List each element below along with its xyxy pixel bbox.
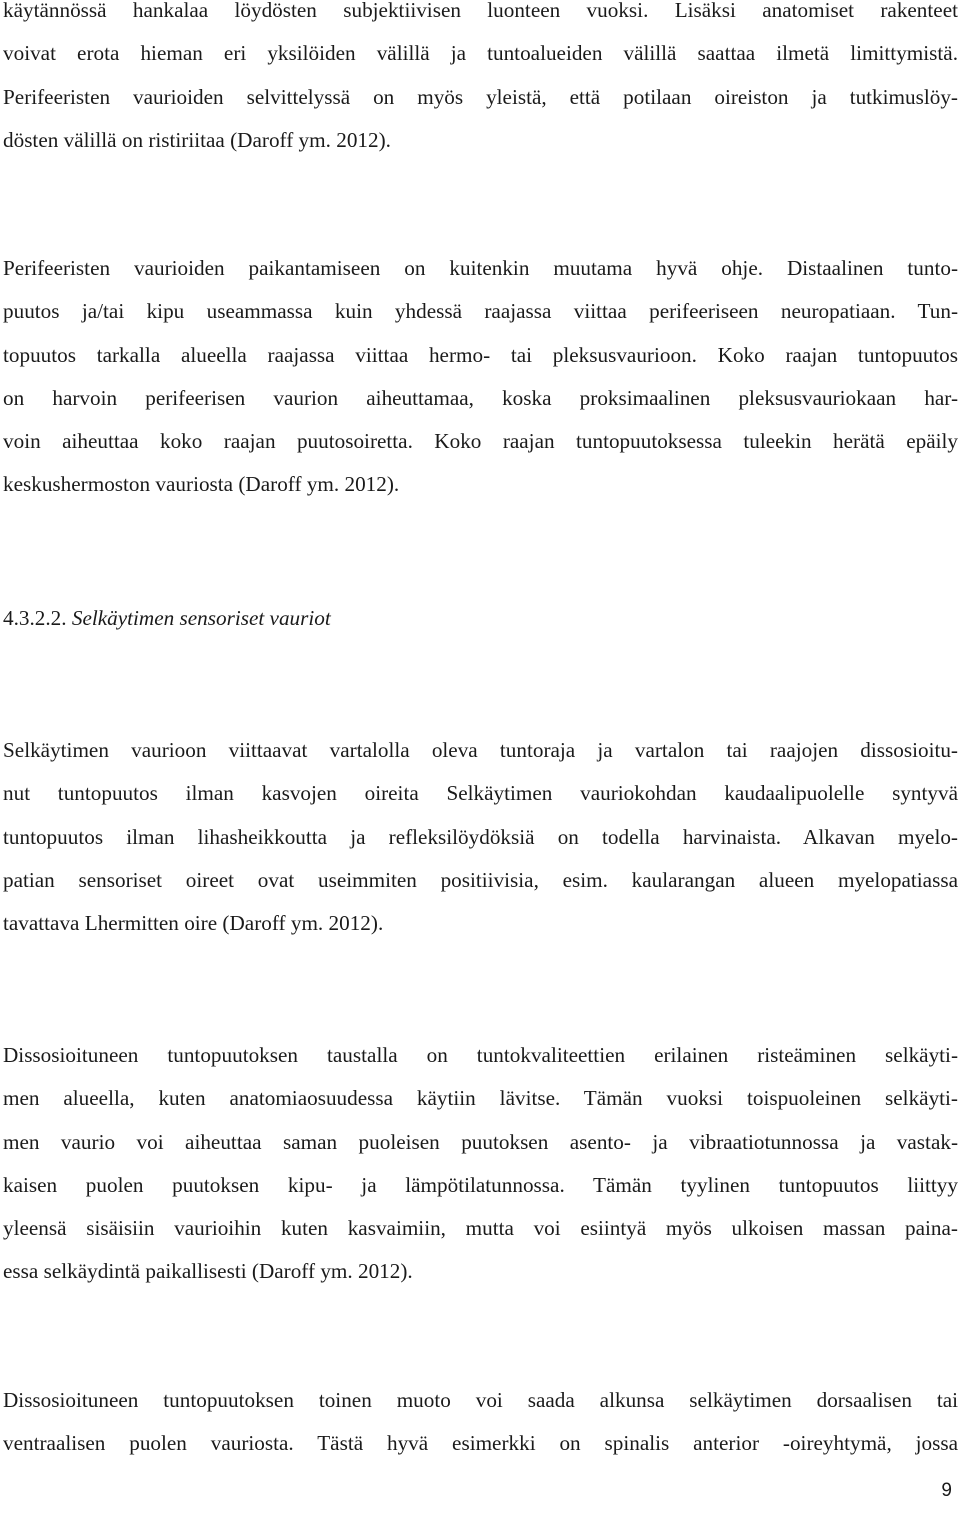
text-line: voivat erota hieman eri yksilöiden välillä ja tuntoalueiden välillä saattaa ilmetä limittymistä. (3, 41, 958, 66)
paragraph-5 (3, 1379, 958, 1466)
text-line: yleensä sisäisiin vaurioihin kuten kasvaimiin, mutta voi esiintyä myös ulkoisen massan paina- (3, 1216, 958, 1241)
text-line: Dissosioituneen tuntopuutoksen toinen muoto voi saada alkunsa selkäytimen dorsaalisen tai (3, 1388, 958, 1412)
paragraph-4 (3, 1034, 958, 1294)
text-line: Selkäytimen vaurioon viittaavat vartalolla oleva tuntoraja ja vartalon tai raajojen dissosioitu- (3, 738, 958, 762)
text-line: Dissosioituneen tuntopuutoksen taustalla on tuntokvaliteettien erilainen risteäminen selkäyti- (3, 1043, 958, 1067)
paragraph-1 (3, 0, 958, 162)
text-line: keskushermoston vauriosta (Daroff ym. 2012). (3, 472, 400, 497)
section-title: Selkäytimen sensoriset vauriot (71, 606, 331, 630)
paragraph-3 (3, 729, 958, 945)
text-line: men vaurio voi aiheuttaa saman puoleisen puutoksen asento- ja vibraatiotunnossa ja vastak- (3, 1129, 958, 1154)
text-line: dösten välillä on ristiriitaa (Daroff ym. 2012). (3, 127, 391, 152)
paragraph-2 (3, 247, 958, 507)
text-line: puutos ja/tai kipu useammassa kuin yhdessä raajassa viittaa perifeeriseen neuropatiaan. Tun- (3, 299, 958, 324)
text-line: patian sensoriset oireet ovat useimmiten positiivisia, esim. kaularangan alueen myelopatiassa (3, 867, 958, 892)
text-line: voin aiheuttaa koko raajan puutosoiretta. Koko raajan tuntopuutoksessa tuleekin herätä epäily (3, 429, 958, 454)
page-number: 9 (941, 1480, 952, 1501)
text-line: tuntopuutos ilman lihasheikkoutta ja refleksilöydöksiä on todella harvinaista. Alkavan myelo- (3, 824, 958, 849)
text-line: essa selkäydintä paikallisesti (Daroff ym. 2012). (3, 1259, 413, 1284)
text-line: Perifeeristen vaurioiden selvittelyssä on myös yleistä, että potilaan oireiston ja tutkimuslöy- (3, 84, 958, 109)
text-line: nut tuntopuutos ilman kasvojen oireita Selkäytimen vauriokohdan kaudaalipuolelle syntyvä (3, 781, 958, 806)
text-line: kaisen puolen puutoksen kipu- ja lämpötilatunnossa. Tämän tyylinen tuntopuutos liittyy (3, 1172, 958, 1197)
section-number: 4.3.2.2. (3, 606, 67, 630)
text-line: Perifeeristen vaurioiden paikantamiseen on kuitenkin muutama hyvä ohje. Distaalinen tunto- (3, 256, 958, 280)
text-line: men alueella, kuten anatomiaosuudessa käytiin lävitse. Tämän vuoksi toispuoleinen selkäyti- (3, 1086, 958, 1111)
text-line: käytännössä hankalaa löydösten subjektiivisen luonteen vuoksi. Lisäksi anatomiset rakenteet (3, 0, 958, 22)
text-line: ventraalisen puolen vauriosta. Tästä hyvä esimerkki on spinalis anterior -oireyhtymä, jossa (3, 1431, 958, 1456)
text-line: on harvoin perifeerisen vaurion aiheuttamaa, koska proksimaalinen pleksusvauriokaan har- (3, 385, 958, 410)
section-heading (3, 597, 958, 640)
text-line: tavattava Lhermitten oire (Daroff ym. 2012). (3, 911, 384, 936)
text-line: topuutos tarkalla alueella raajassa viittaa hermo- tai pleksusvaurioon. Koko raajan tuntopuutos (3, 342, 958, 367)
